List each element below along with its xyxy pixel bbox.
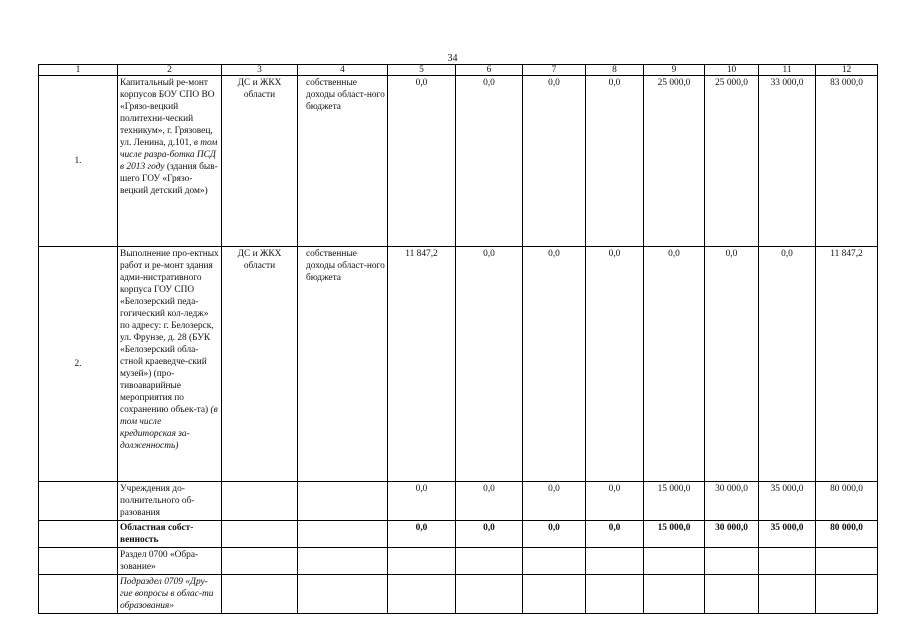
- value-cell: 0,0: [388, 521, 456, 548]
- empty-cell: [298, 521, 388, 548]
- header-cell: 7: [523, 65, 586, 76]
- page-number: 34: [447, 53, 458, 64]
- object-name-text: Выполнение про-ектных работ и ре-монт здания адми-нистративного корпуса ГОУ СПО «Белозерский педа-гогический кол-ледж» по адресу: г. Белозерск, ул. Фрунзе, д. 28 (БУК «Белозерский обла-стной краеведче-ский музей») (про-тивоаварийные мероприятия по сохранению объек-та): [120, 249, 219, 415]
- object-name: [118, 76, 222, 247]
- value-cell: 33 000,0: [759, 76, 816, 247]
- empty-cell: [644, 575, 705, 614]
- empty-cell: [298, 548, 388, 575]
- table-row: [39, 76, 878, 247]
- value-cell: 11 847,2: [388, 247, 456, 482]
- institutions-label: Учреждения до-полнительного об-разования: [118, 482, 222, 521]
- object-name-italic: (в том числе кредиторская за-долженность): [120, 405, 218, 451]
- section-label: Раздел 0700 «Обра-зование»: [118, 548, 222, 575]
- value-cell: 0,0: [586, 76, 644, 247]
- empty-cell: [222, 521, 298, 548]
- empty-cell: [298, 575, 388, 614]
- source-cell: собственные доходы област-ного бюджета: [298, 247, 388, 482]
- budget-table: [38, 64, 878, 614]
- header-cell: 8: [586, 65, 644, 76]
- table-row: [39, 247, 878, 482]
- header-cell: 2: [118, 65, 222, 76]
- value-cell: 0,0: [586, 482, 644, 521]
- empty-cell: [705, 548, 759, 575]
- empty-cell: [222, 482, 298, 521]
- source-cell: собственные доходы област-ного бюджета: [298, 76, 388, 247]
- value-cell: 83 000,0: [816, 76, 878, 247]
- value-cell: 0,0: [759, 247, 816, 482]
- object-name-text-after: (здания быв-шего ГОУ «Грязо-вецкий детский дом»): [120, 162, 218, 196]
- value-cell: 0,0: [586, 247, 644, 482]
- executor-cell: ДС и ЖКХ области: [222, 247, 298, 482]
- empty-cell: [388, 575, 456, 614]
- empty-cell: [523, 575, 586, 614]
- empty-cell: [586, 575, 644, 614]
- subsection-row: [39, 575, 878, 614]
- value-cell: 30 000,0: [705, 482, 759, 521]
- value-cell: 35 000,0: [759, 521, 816, 548]
- value-cell: 0,0: [456, 521, 523, 548]
- empty-cell: [759, 575, 816, 614]
- empty-cell: [222, 548, 298, 575]
- value-cell: 0,0: [456, 247, 523, 482]
- empty-cell: [388, 548, 456, 575]
- value-cell: 15 000,0: [644, 521, 705, 548]
- empty-cell: [298, 482, 388, 521]
- value-cell: 80 000,0: [816, 482, 878, 521]
- executor-cell: ДС и ЖКХ области: [222, 76, 298, 247]
- value-cell: 0,0: [456, 76, 523, 247]
- empty-cell: [586, 548, 644, 575]
- header-cell: 9: [644, 65, 705, 76]
- section-row: [39, 548, 878, 575]
- subsection-label: Подраздел 0709 «Дру-гие вопросы в облас-ти образования»: [118, 575, 222, 614]
- value-cell: 80 000,0: [816, 521, 878, 548]
- value-cell: 0,0: [705, 247, 759, 482]
- value-cell: 15 000,0: [644, 482, 705, 521]
- header-cell: 6: [456, 65, 523, 76]
- empty-cell: [759, 548, 816, 575]
- value-cell: 0,0: [523, 76, 586, 247]
- empty-cell: [816, 548, 878, 575]
- header-cell: 1: [39, 65, 118, 76]
- empty-cell: [222, 575, 298, 614]
- empty-cell: [523, 548, 586, 575]
- value-cell: 0,0: [644, 247, 705, 482]
- institutions-row: [39, 482, 878, 521]
- empty-cell: [39, 575, 118, 614]
- header-cell: 12: [816, 65, 878, 76]
- header-cell: 11: [759, 65, 816, 76]
- value-cell: 0,0: [388, 76, 456, 247]
- value-cell: 0,0: [523, 247, 586, 482]
- value-cell: 0,0: [523, 521, 586, 548]
- header-cell: 4: [298, 65, 388, 76]
- value-cell: 30 000,0: [705, 521, 759, 548]
- regional-total-row: [39, 521, 878, 548]
- object-name-text: Капитальный ре-монт корпусов БОУ СПО ВО «Грязо-вецкий политехни-ческий техникум», г. Грязовец, ул. Ленина, д.101,: [120, 78, 215, 148]
- empty-cell: [39, 521, 118, 548]
- empty-cell: [39, 548, 118, 575]
- header-row: [39, 65, 878, 76]
- empty-cell: [705, 575, 759, 614]
- empty-cell: [644, 548, 705, 575]
- empty-cell: [456, 575, 523, 614]
- empty-cell: [456, 548, 523, 575]
- value-cell: 35 000,0: [759, 482, 816, 521]
- value-cell: 0,0: [586, 521, 644, 548]
- header-cell: 3: [222, 65, 298, 76]
- empty-cell: [816, 575, 878, 614]
- object-name-italic: в том числе разра-ботка ПСД в 2013 году: [120, 138, 218, 172]
- row-number: 2.: [39, 247, 118, 482]
- row-number: 1.: [39, 76, 118, 247]
- object-name: [118, 247, 222, 482]
- value-cell: 0,0: [456, 482, 523, 521]
- value-cell: 25 000,0: [705, 76, 759, 247]
- header-cell: 10: [705, 65, 759, 76]
- value-cell: 11 847,2: [816, 247, 878, 482]
- regional-label: Областная собст-венность: [118, 521, 222, 548]
- value-cell: 0,0: [523, 482, 586, 521]
- empty-cell: [39, 482, 118, 521]
- header-cell: 5: [388, 65, 456, 76]
- value-cell: 25 000,0: [644, 76, 705, 247]
- value-cell: 0,0: [388, 482, 456, 521]
